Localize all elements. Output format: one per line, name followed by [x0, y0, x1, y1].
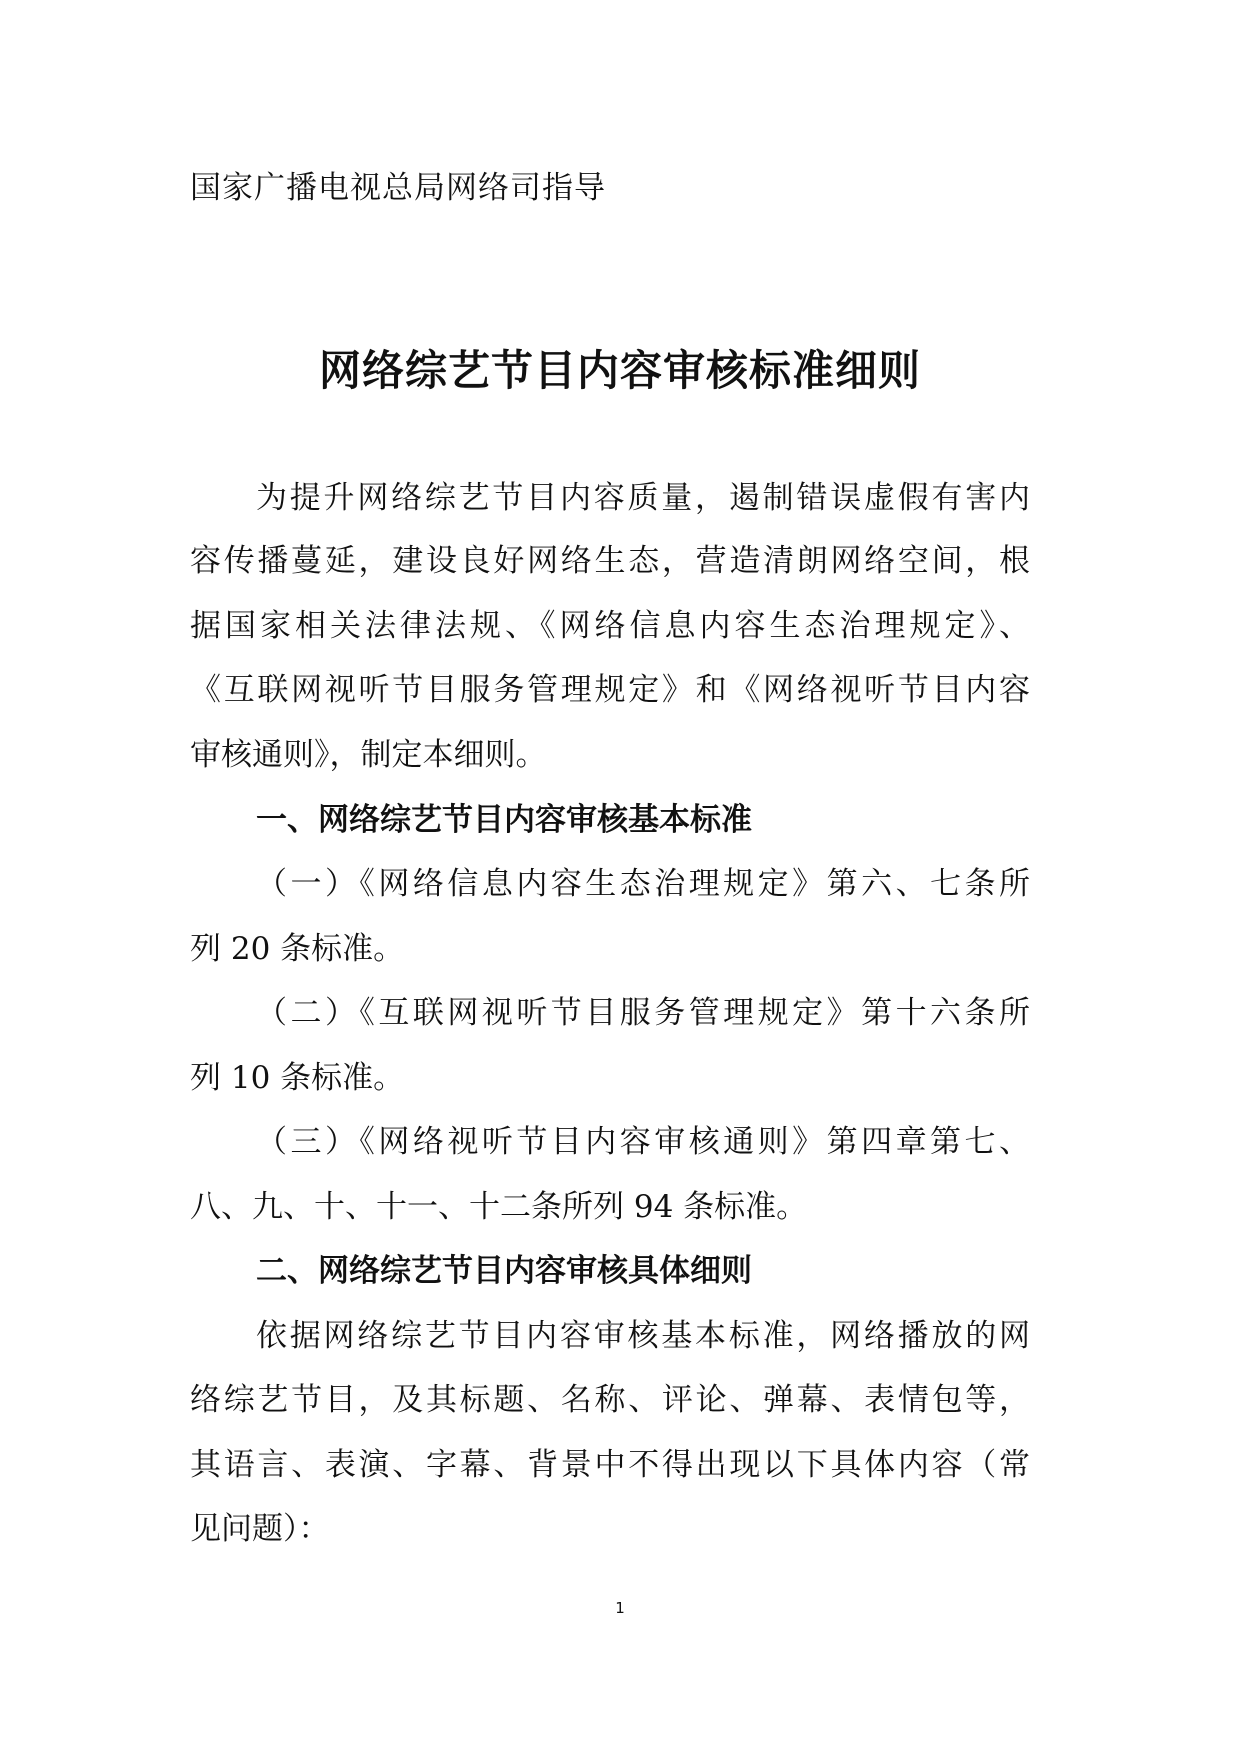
document-title: 网络综艺节目内容审核标准细则 — [318, 346, 921, 395]
guidance-note: 国家广播电视总局网络司指导 — [190, 170, 606, 206]
paragraph-1-line-2: 容传播蔓延，建设良好网络生态，营造清朗网络空间，根 — [190, 543, 1030, 579]
paragraph-2-line-1: 依据网络综艺节目内容审核基本标准，网络播放的网 — [256, 1318, 1030, 1354]
paragraph-1-line-3: 据国家相关法律法规、《网络信息内容生态治理规定》、 — [190, 608, 1030, 644]
item-1-line-1: （一）《网络信息内容生态治理规定》第六、七条所 — [256, 866, 1030, 902]
paragraph-1-line-5: 审核通则》，制定本细则。 — [190, 737, 547, 773]
item-2-line-2: 列 10 条标准。 — [190, 1060, 405, 1096]
paragraph-2-line-4: 见问题）： — [190, 1511, 330, 1547]
item-3-line-1: （三）《网络视听节目内容审核通则》第四章第七、 — [256, 1124, 1030, 1160]
paragraph-2-line-2: 络综艺节目，及其标题、名称、评论、弹幕、表情包等， — [190, 1382, 1030, 1418]
section-heading-1: 一、网络综艺节目内容审核基本标准 — [256, 802, 752, 838]
paragraph-1-line-1: 为提升网络综艺节目内容质量，遏制错误虚假有害内 — [256, 480, 1030, 516]
page-number: 1 — [615, 1599, 625, 1617]
paragraph-2-line-3: 其语言、表演、字幕、背景中不得出现以下具体内容（常 — [190, 1447, 1030, 1483]
paragraph-1-line-4: 《互联网视听节目服务管理规定》和《网络视听节目内容 — [190, 672, 1030, 708]
item-2-line-1: （二）《互联网视听节目服务管理规定》第十六条所 — [256, 995, 1030, 1031]
item-1-line-2: 列 20 条标准。 — [190, 931, 405, 967]
item-3-line-2: 八、九、十、十一、十二条所列 94 条标准。 — [190, 1189, 808, 1225]
section-heading-2: 二、网络综艺节目内容审核具体细则 — [256, 1253, 752, 1289]
